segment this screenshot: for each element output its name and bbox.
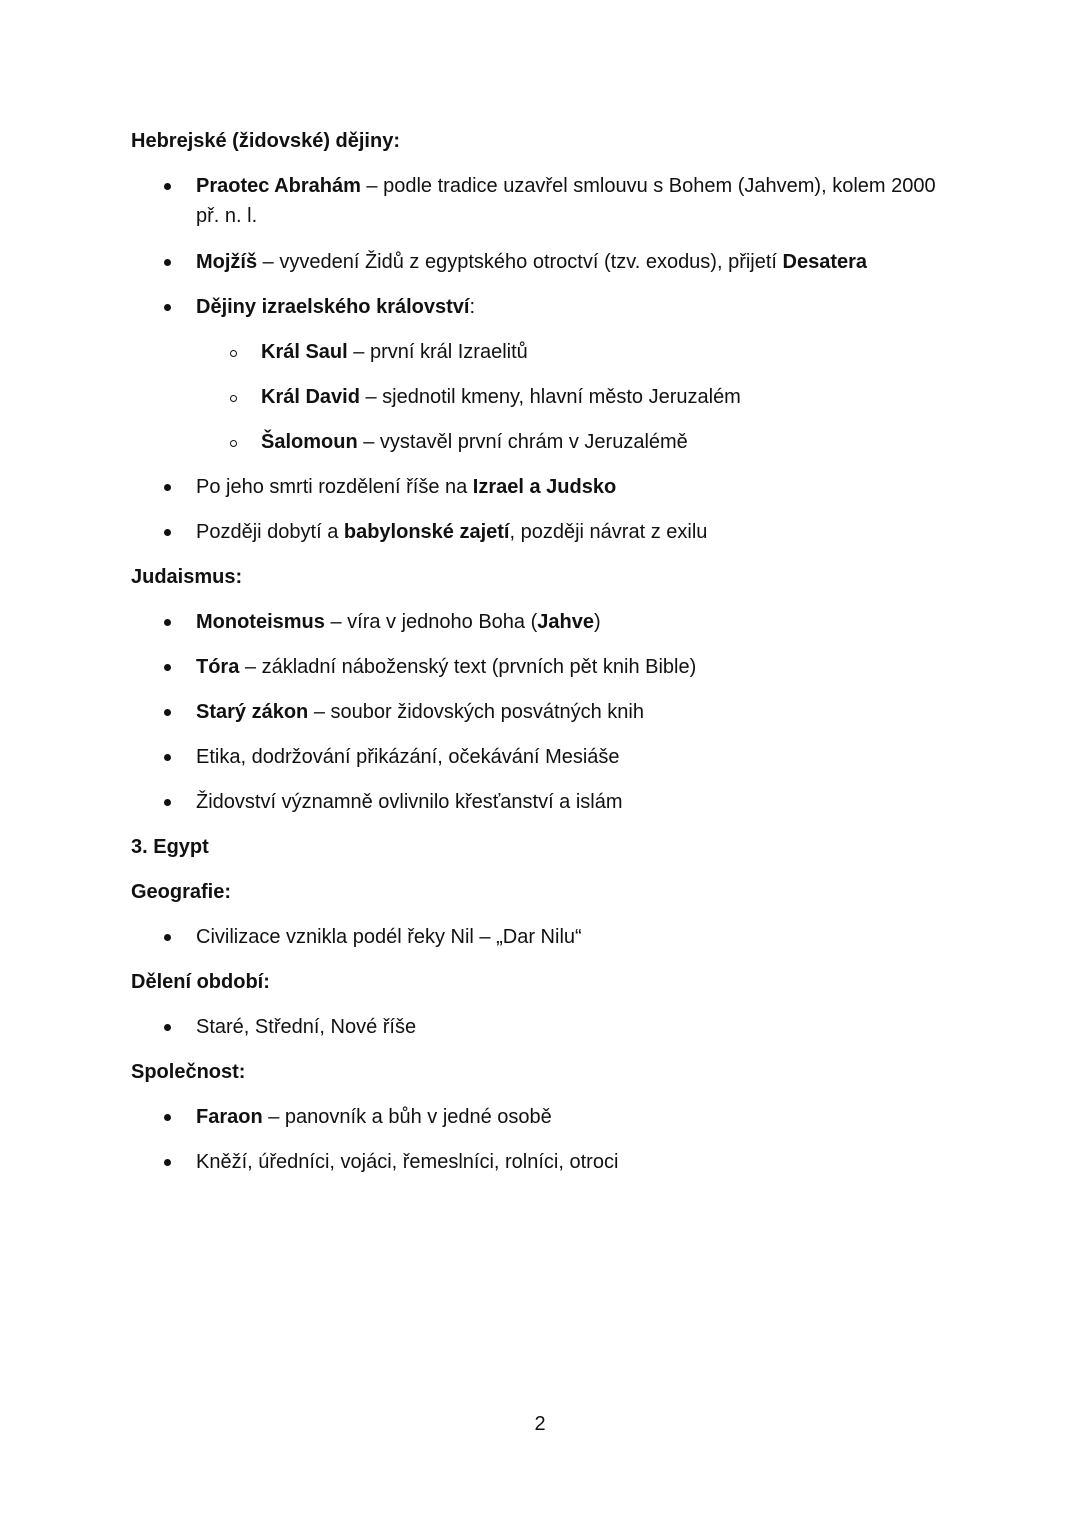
list-item-exile (131, 517, 951, 562)
bullet-icon (164, 529, 171, 536)
page-content (131, 126, 951, 1192)
term-mojzis: Mojžíš (196, 251, 258, 273)
sub-list-item-saul (131, 337, 951, 382)
text-saul: – první král Izraelitů (347, 341, 528, 363)
bullet-icon (164, 1159, 171, 1166)
bullet-icon (164, 709, 171, 716)
bullet-icon (164, 1024, 171, 1031)
list-item-periods (131, 1012, 951, 1057)
text-exile: Později dobytí a (196, 521, 344, 543)
list-item-mojzis (131, 247, 951, 292)
subheading-periods: Dělení období: (131, 971, 270, 993)
bullet-icon (164, 619, 171, 626)
term-pharaoh: Faraon (196, 1106, 263, 1128)
section-heading-judaism: Judaismus: (131, 566, 243, 588)
text-influence: Židovství významně ovlivnilo křesťanství a islám (196, 791, 623, 813)
term-tora: Tóra (196, 656, 240, 678)
subheading-geography: Geografie: (131, 881, 232, 903)
bullet-icon (164, 754, 171, 761)
bullet-icon (164, 183, 171, 190)
bullet-icon (164, 799, 171, 806)
text-monotheism: – víra v jednoho Boha ( (324, 611, 538, 633)
bullet-icon (164, 484, 171, 491)
text-periods: Staré, Střední, Nové říše (196, 1016, 417, 1038)
sub-list-item-david (131, 382, 951, 427)
list-item-influence (131, 787, 951, 832)
text-tora: – základní náboženský text (prvních pět knih Bible) (239, 656, 697, 678)
list-item-tora (131, 652, 951, 697)
list-item-abraham (131, 171, 951, 247)
term-david: Král David (261, 386, 360, 408)
text-salomoun: – vystavěl první chrám v Jeruzalémě (357, 431, 688, 453)
list-item-classes (131, 1147, 951, 1192)
text-division: Po jeho smrti rozdělení říše na (196, 476, 473, 498)
text-pharaoh: – panovník a bůh v jedné osobě (262, 1106, 552, 1128)
term-desatero: Desatera (782, 251, 868, 273)
text-ethics: Etika, dodržování přikázání, očekávání Mesiáše (196, 746, 620, 768)
page-number: 2 (534, 1413, 546, 1435)
list-item-old-testament (131, 697, 951, 742)
list-item-pharaoh (131, 1102, 951, 1147)
term-kingdom: Dějiny izraelského království (196, 296, 470, 318)
text-old-testament: – soubor židovských posvátných knih (308, 701, 644, 723)
circle-bullet-icon (230, 440, 237, 447)
term-babylonian-captivity: babylonské zajetí (343, 521, 510, 543)
text-kingdom: : (469, 296, 476, 318)
bullet-icon (164, 934, 171, 941)
term-monotheism: Monoteismus (196, 611, 325, 633)
section-heading-egypt: 3. Egypt (131, 836, 209, 858)
text-geography: Civilizace vznikla podél řeky Nil – „Dar Nilu“ (196, 926, 582, 948)
sub-list-item-salomoun (131, 427, 951, 472)
list-item-monotheism (131, 607, 951, 652)
circle-bullet-icon (230, 350, 237, 357)
circle-bullet-icon (230, 395, 237, 402)
text-classes: Kněží, úředníci, vojáci, řemeslníci, rolníci, otroci (196, 1151, 619, 1173)
term-old-testament: Starý zákon (196, 701, 309, 723)
term-saul: Král Saul (261, 341, 348, 363)
bullet-icon (164, 664, 171, 671)
text-monotheism-end: ) (593, 611, 601, 633)
text-exile-end: , později návrat z exilu (509, 521, 708, 543)
term-jahve: Jahve (537, 611, 594, 633)
list-item-geography (131, 922, 951, 967)
list-item-kingdom (131, 292, 951, 337)
text-mojzis: – vyvedení Židů z egyptského otroctví (tzv. exodus), přijetí (257, 251, 783, 273)
term-izrael-judsko: Izrael a Judsko (472, 476, 617, 498)
subheading-society: Společnost: (131, 1061, 246, 1083)
bullet-icon (164, 259, 171, 266)
section-heading-hebrew-history: Hebrejské (židovské) dějiny: (131, 130, 400, 152)
term-salomoun: Šalomoun (261, 431, 358, 453)
text-abraham: – podle tradice uzavřel smlouvu s Bohem (Jahvem), kolem 2000 př. n. l. (196, 175, 936, 227)
list-item-ethics (131, 742, 951, 787)
text-david: – sjednotil kmeny, hlavní město Jeruzalém (359, 386, 741, 408)
list-item-division (131, 472, 951, 517)
term-abraham: Praotec Abrahám (196, 175, 361, 197)
bullet-icon (164, 304, 171, 311)
bullet-icon (164, 1114, 171, 1121)
